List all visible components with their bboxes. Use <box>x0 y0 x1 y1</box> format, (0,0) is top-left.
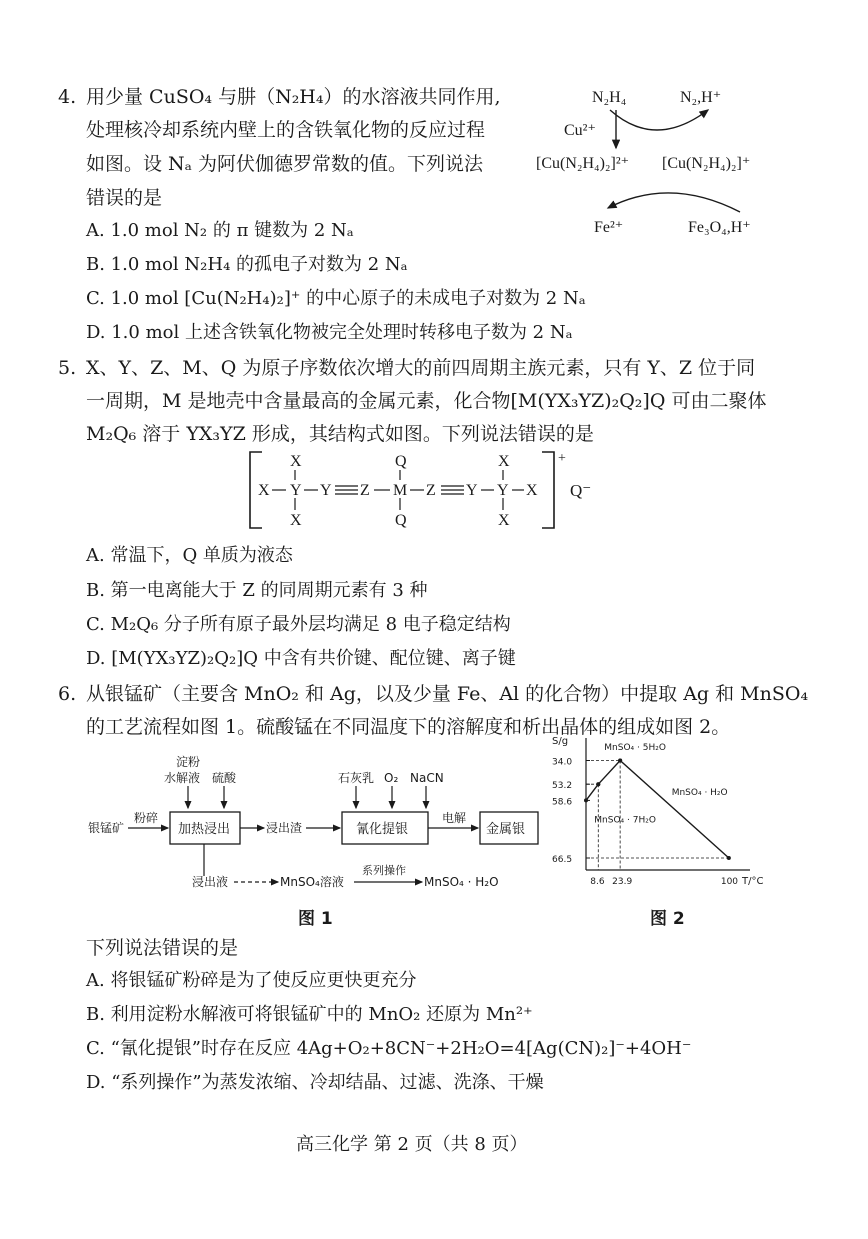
atom-x-left: X <box>258 482 270 499</box>
data-point <box>727 856 731 860</box>
q6-option-c: C. “氰化提银”时存在反应 4Ag+O₂+8CN⁻+2H₂O=4[Ag(CN)₂]⁻+4OH⁻ <box>86 1038 692 1059</box>
q5-structure-diagram <box>240 448 610 534</box>
data-point <box>596 782 600 786</box>
atom-x-bottom-right: X <box>498 512 510 529</box>
q5-number: 5. <box>58 357 77 379</box>
right-bracket <box>542 452 554 528</box>
figure2-solubility-chart <box>548 730 764 896</box>
figure1-caption: 图 1 <box>298 909 333 929</box>
q4-option-b: B. 1.0 mol N₂H₄ 的孤电子对数为 2 Nₐ <box>86 254 408 275</box>
atom-x-top-right: X <box>498 453 510 470</box>
q4-option-c: C. 1.0 mol [Cu(N₂H₄)₂]⁺ 的中心原子的未成电子对数为 2 Nₐ <box>86 288 586 309</box>
q6-stem-line1: 从银锰矿（主要含 MnO₂ 和 Ag，以及少量 Fe、Al 的化合物）中提取 Ag 和 MnSO₄ <box>86 683 809 705</box>
q4-number: 4. <box>58 86 77 108</box>
q4-option-d: D. 1.0 mol 上述含铁氧化物被完全处理时转移电子数为 2 Nₐ <box>86 322 573 343</box>
atom-y-3: Y <box>466 482 478 499</box>
lime-label: 石灰乳 <box>338 771 375 785</box>
product-label: MnSO₄ · H₂O <box>424 875 499 889</box>
q4-stem-line3: 如图。设 Nₐ 为阿伏伽德罗常数的值。下列说法 <box>86 153 484 175</box>
y-tick-label: 66.5 <box>552 855 573 865</box>
mnso4-solution-label: MnSO₄溶液 <box>280 875 344 889</box>
atom-q-bottom: Q <box>395 512 407 529</box>
y-tick-label: 34.0 <box>552 757 573 768</box>
n2-h-label: N₂,H⁺ <box>680 89 722 106</box>
q5-option-a: A. 常温下，Q 单质为液态 <box>86 545 293 566</box>
complex-2plus-label: [Cu(N₂H₄)₂]²⁺ <box>536 155 630 172</box>
q4-stem-line1: 用少量 CuSO₄ 与肼（N₂H₄）的水溶液共同作用, <box>86 86 501 108</box>
ore-label: 银锰矿 <box>88 821 125 835</box>
nacn-label: NaCN <box>410 771 444 785</box>
n2h4-label: N₂H₄ <box>592 89 627 106</box>
x-axis-label: T/°C <box>742 876 764 887</box>
fe3o4-label: Fe₃O₄,H⁺ <box>688 219 751 236</box>
crush-label: 粉碎 <box>134 811 159 825</box>
anion-q: Q⁻ <box>570 481 592 500</box>
atom-x-top-left: X <box>290 453 302 470</box>
q6-option-b: B. 利用淀粉水解液可将银锰矿中的 MnO₂ 还原为 Mn²⁺ <box>86 1004 533 1025</box>
atom-y-1: Y <box>290 482 302 499</box>
electrolysis-label: 电解 <box>442 811 467 825</box>
atom-x-right: X <box>526 482 538 499</box>
q4-stem-line2: 处理核冷却系统内壁上的含铁氧化物的反应过程 <box>86 119 486 141</box>
label-7h2o: MnSO₄ · 7H₂O <box>594 815 656 826</box>
y-axis-label: S/g <box>552 736 569 747</box>
cu-ion-label: Cu²⁺ <box>564 122 596 139</box>
label-5h2o: MnSO₄ · 5H₂O <box>604 743 666 753</box>
atom-y-4: Y <box>497 482 509 499</box>
figure1-flowchart <box>84 752 544 900</box>
filtrate-label: 浸出液 <box>192 875 229 889</box>
cation-charge: + <box>558 451 566 466</box>
q4-cycle-diagram <box>530 80 830 240</box>
y-tick-label: 53.2 <box>552 781 573 792</box>
o2-label: O₂ <box>384 771 399 785</box>
data-point <box>618 759 622 763</box>
atom-x-bottom-left: X <box>290 512 302 529</box>
x-tick-label: 100 <box>720 877 739 887</box>
series-op-label: 系列操作 <box>362 864 406 877</box>
acid-label: 硫酸 <box>212 771 237 785</box>
q5-option-c: C. M₂Q₆ 分子所有原子最外层均满足 8 电子稳定结构 <box>86 614 511 635</box>
series-line-2 <box>620 761 729 859</box>
q5-option-b: B. 第一电离能大于 Z 的同周期元素有 3 种 <box>86 580 428 601</box>
q6-stem-line2: 的工艺流程如图 1。硫酸锰在不同温度下的溶解度和析出晶体的组成如图 2。 <box>86 716 731 738</box>
complex-1plus-label: [Cu(N₂H₄)₂]⁺ <box>662 155 751 172</box>
atom-y-2: Y <box>320 482 332 499</box>
q5-stem-line1: X、Y、Z、M、Q 为原子序数依次增大的前四周期主族元素，只有 Y、Z 位于同 <box>86 357 756 379</box>
silver-label: 金属银 <box>486 822 526 837</box>
label-h2o: MnSO₄ · H₂O <box>671 788 728 798</box>
q4-stem-line4: 错误的是 <box>86 187 163 209</box>
q6-prompt: 下列说法错误的是 <box>86 937 239 959</box>
q5-stem-line3: M₂Q₆ 溶于 YX₃YZ 形成，其结构式如图。下列说法错误的是 <box>86 423 594 445</box>
page-footer: 高三化学 第 2 页（共 8 页） <box>296 1134 528 1155</box>
leach-label: 加热浸出 <box>178 822 231 837</box>
q5-option-d: D. [M(YX₃YZ)₂Q₂]Q 中含有共价键、配位键、离子键 <box>86 648 516 669</box>
atom-z-2: Z <box>426 482 436 499</box>
atom-m: M <box>393 482 408 499</box>
q6-option-d: D. “系列操作”为蒸发浓缩、冷却结晶、过滤、洗涤、干燥 <box>86 1072 544 1093</box>
series-line-1 <box>598 761 620 785</box>
q5-stem-line2: 一周期，M 是地壳中含量最高的金属元素，化合物[M(YX₃YZ)₂Q₂]Q 可由二聚体 <box>86 390 767 412</box>
fe2-label: Fe²⁺ <box>594 219 624 236</box>
atom-q-top: Q <box>395 453 407 470</box>
q6-option-a: A. 将银锰矿粉碎是为了使反应更快更充分 <box>86 970 417 991</box>
q6-number: 6. <box>58 683 77 705</box>
y-tick-label: 58.6 <box>552 797 573 808</box>
x-tick-label: 23.9 <box>612 877 633 887</box>
cyanide-label: 氰化提银 <box>356 822 409 837</box>
q4-option-a: A. 1.0 mol N₂ 的 π 键数为 2 Nₐ <box>86 220 354 241</box>
x-tick-label: 8.6 <box>590 877 605 887</box>
series-line-0 <box>586 784 598 800</box>
starch-label-1: 淀粉 <box>176 755 201 769</box>
data-point <box>584 798 588 802</box>
upper-arc-arrow <box>610 110 708 130</box>
atom-z-1: Z <box>360 482 370 499</box>
residue-label: 浸出渣 <box>266 821 303 835</box>
figure2-caption: 图 2 <box>650 909 685 929</box>
starch-label-2: 水解液 <box>164 771 201 785</box>
lower-arc-arrow <box>608 193 740 212</box>
